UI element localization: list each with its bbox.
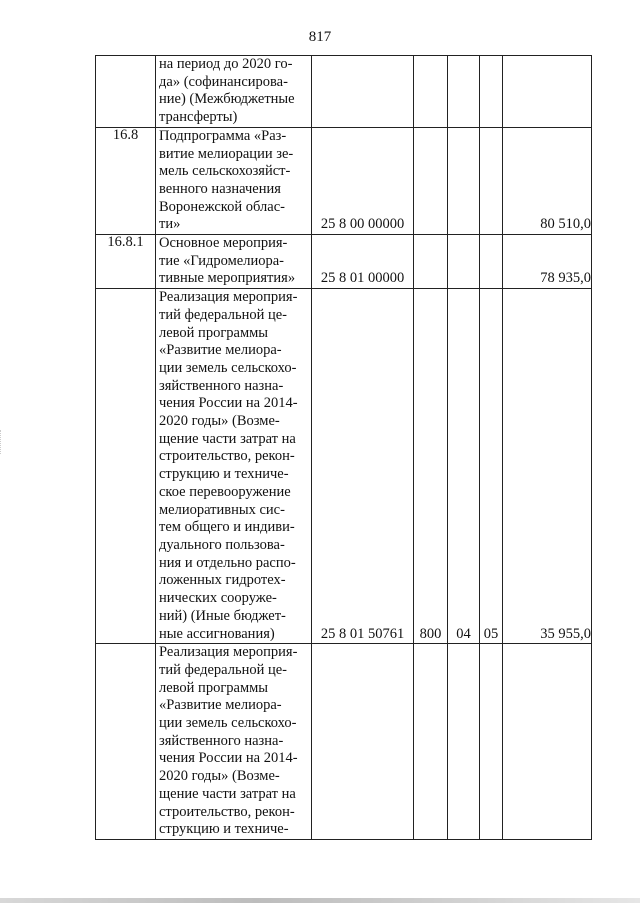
subsection-cell	[480, 289, 503, 644]
item-name-line: да» (софинансирова-	[159, 73, 288, 90]
target-code-cell-text: 25 8 00 00000	[320, 216, 405, 233]
item-name-line: 2020 годы» (Возме-	[159, 413, 280, 430]
item-name-line: ции земель сельскохо-	[159, 715, 297, 732]
item-name-line: тем общего и индиви-	[159, 519, 295, 536]
amount-cell-text: 78 935,0	[540, 270, 591, 287]
item-name-line: Подпрограмма «Раз-	[159, 127, 287, 144]
item-name-line: чения России на 2014-	[159, 395, 298, 412]
target-code-cell	[312, 289, 414, 644]
subsection-cell	[480, 56, 503, 128]
scan-bottom-edge	[0, 898, 640, 903]
table-row	[96, 289, 592, 644]
item-name-line: щение части затрат на	[159, 785, 296, 802]
target-code-cell	[312, 56, 414, 128]
item-name-line: мелиоративных сис-	[159, 501, 285, 518]
scan-edge-mark	[0, 430, 7, 454]
item-name-line: ния и отдельно распо-	[159, 554, 296, 571]
row-number-cell-text: 16.8.1	[107, 234, 144, 251]
item-name-line: тие «Гидромелиора-	[159, 252, 284, 269]
item-name-line: строительство, рекон-	[159, 803, 295, 820]
item-name-line: нических сооруже-	[159, 590, 277, 607]
item-name-line: строительство, рекон-	[159, 448, 295, 465]
item-name-line: мель сельскохозяйст-	[159, 163, 291, 180]
expense-type-cell	[414, 56, 448, 128]
row-number-cell	[96, 235, 156, 289]
item-name-line: ское перевооружение	[159, 483, 291, 500]
item-name-line: витие мелиорации зе-	[159, 145, 294, 162]
item-name-cell	[156, 235, 312, 289]
item-name-line: тивные мероприятия»	[159, 270, 296, 287]
subsection-cell	[480, 644, 503, 840]
item-name-line: дуального пользова-	[159, 536, 285, 553]
subsection-cell-text: 05	[483, 625, 499, 642]
item-name-line: Реализация мероприя-	[159, 644, 298, 661]
item-name-cell	[156, 127, 312, 234]
item-name-line: зяйственного назна-	[159, 732, 284, 749]
section-cell	[448, 56, 480, 128]
expense-type-cell	[414, 127, 448, 234]
table-row	[96, 644, 592, 840]
item-name-line: зяйственного назна-	[159, 377, 284, 394]
amount-cell-text: 80 510,0	[540, 216, 591, 233]
item-name-line: тий федеральной це-	[159, 306, 288, 323]
amount-cell	[503, 235, 592, 289]
row-number-cell	[96, 127, 156, 234]
item-name-line: левой программы	[159, 679, 269, 696]
section-cell	[448, 235, 480, 289]
row-number-cell-text: 16.8	[112, 127, 139, 143]
section-cell	[448, 127, 480, 234]
amount-cell	[503, 644, 592, 840]
row-number-cell	[96, 289, 156, 644]
subsection-cell	[480, 235, 503, 289]
item-name-cell	[156, 289, 312, 644]
expense-type-cell	[414, 289, 448, 644]
section-cell-text: 04	[456, 625, 471, 642]
table-row	[96, 56, 592, 128]
item-name-line: ные ассигнования)	[159, 625, 275, 642]
table-row	[96, 127, 592, 234]
expense-type-cell-text: 800	[419, 625, 442, 642]
target-code-cell	[312, 235, 414, 289]
item-name-line: ние) (Межбюджетные	[159, 91, 295, 108]
item-name-line: струкцию и техниче-	[159, 821, 289, 838]
subsection-cell	[480, 127, 503, 234]
item-name-line: «Развитие мелиора-	[159, 342, 282, 359]
amount-cell-text: 35 955,0	[540, 625, 591, 642]
section-cell	[448, 289, 480, 644]
expense-type-cell	[414, 644, 448, 840]
item-name-line: ти»	[159, 216, 181, 233]
item-name-line: тий федеральной це-	[159, 661, 288, 678]
item-name-cell	[156, 644, 312, 840]
amount-cell	[503, 289, 592, 644]
row-number-cell	[96, 56, 156, 128]
item-name-line: Основное мероприя-	[159, 235, 288, 252]
budget-table-body	[96, 56, 592, 840]
item-name-line: «Развитие мелиора-	[159, 697, 282, 714]
item-name-line: чения России на 2014-	[159, 750, 298, 767]
target-code-cell	[312, 644, 414, 840]
amount-cell	[503, 56, 592, 128]
section-cell	[448, 644, 480, 840]
target-code-cell-text: 25 8 01 50761	[320, 625, 405, 642]
item-name-line: Реализация мероприя-	[159, 289, 298, 306]
budget-table	[95, 55, 592, 840]
item-name-line: левой программы	[159, 324, 269, 341]
item-name-line: 2020 годы» (Возме-	[159, 768, 280, 785]
item-name-line: ции земель сельскохо-	[159, 359, 297, 376]
amount-cell	[503, 127, 592, 234]
table-row	[96, 235, 592, 289]
item-name-line: трансферты)	[159, 109, 238, 126]
target-code-cell-text: 25 8 01 00000	[320, 270, 405, 287]
expense-type-cell	[414, 235, 448, 289]
item-name-line: щение части затрат на	[159, 430, 296, 447]
target-code-cell	[312, 127, 414, 234]
item-name-line: венного назначения	[159, 180, 281, 197]
row-number-cell	[96, 644, 156, 840]
item-name-line: ложенных гидротех-	[159, 572, 286, 589]
item-name-line: струкцию и техниче-	[159, 466, 289, 483]
page-number: 817	[308, 29, 332, 45]
item-name-line: Воронежской облас-	[159, 198, 285, 215]
item-name-line: ний) (Иные бюджет-	[159, 607, 286, 624]
item-name-line: на период до 2020 го-	[159, 56, 293, 72]
item-name-cell	[156, 56, 312, 128]
